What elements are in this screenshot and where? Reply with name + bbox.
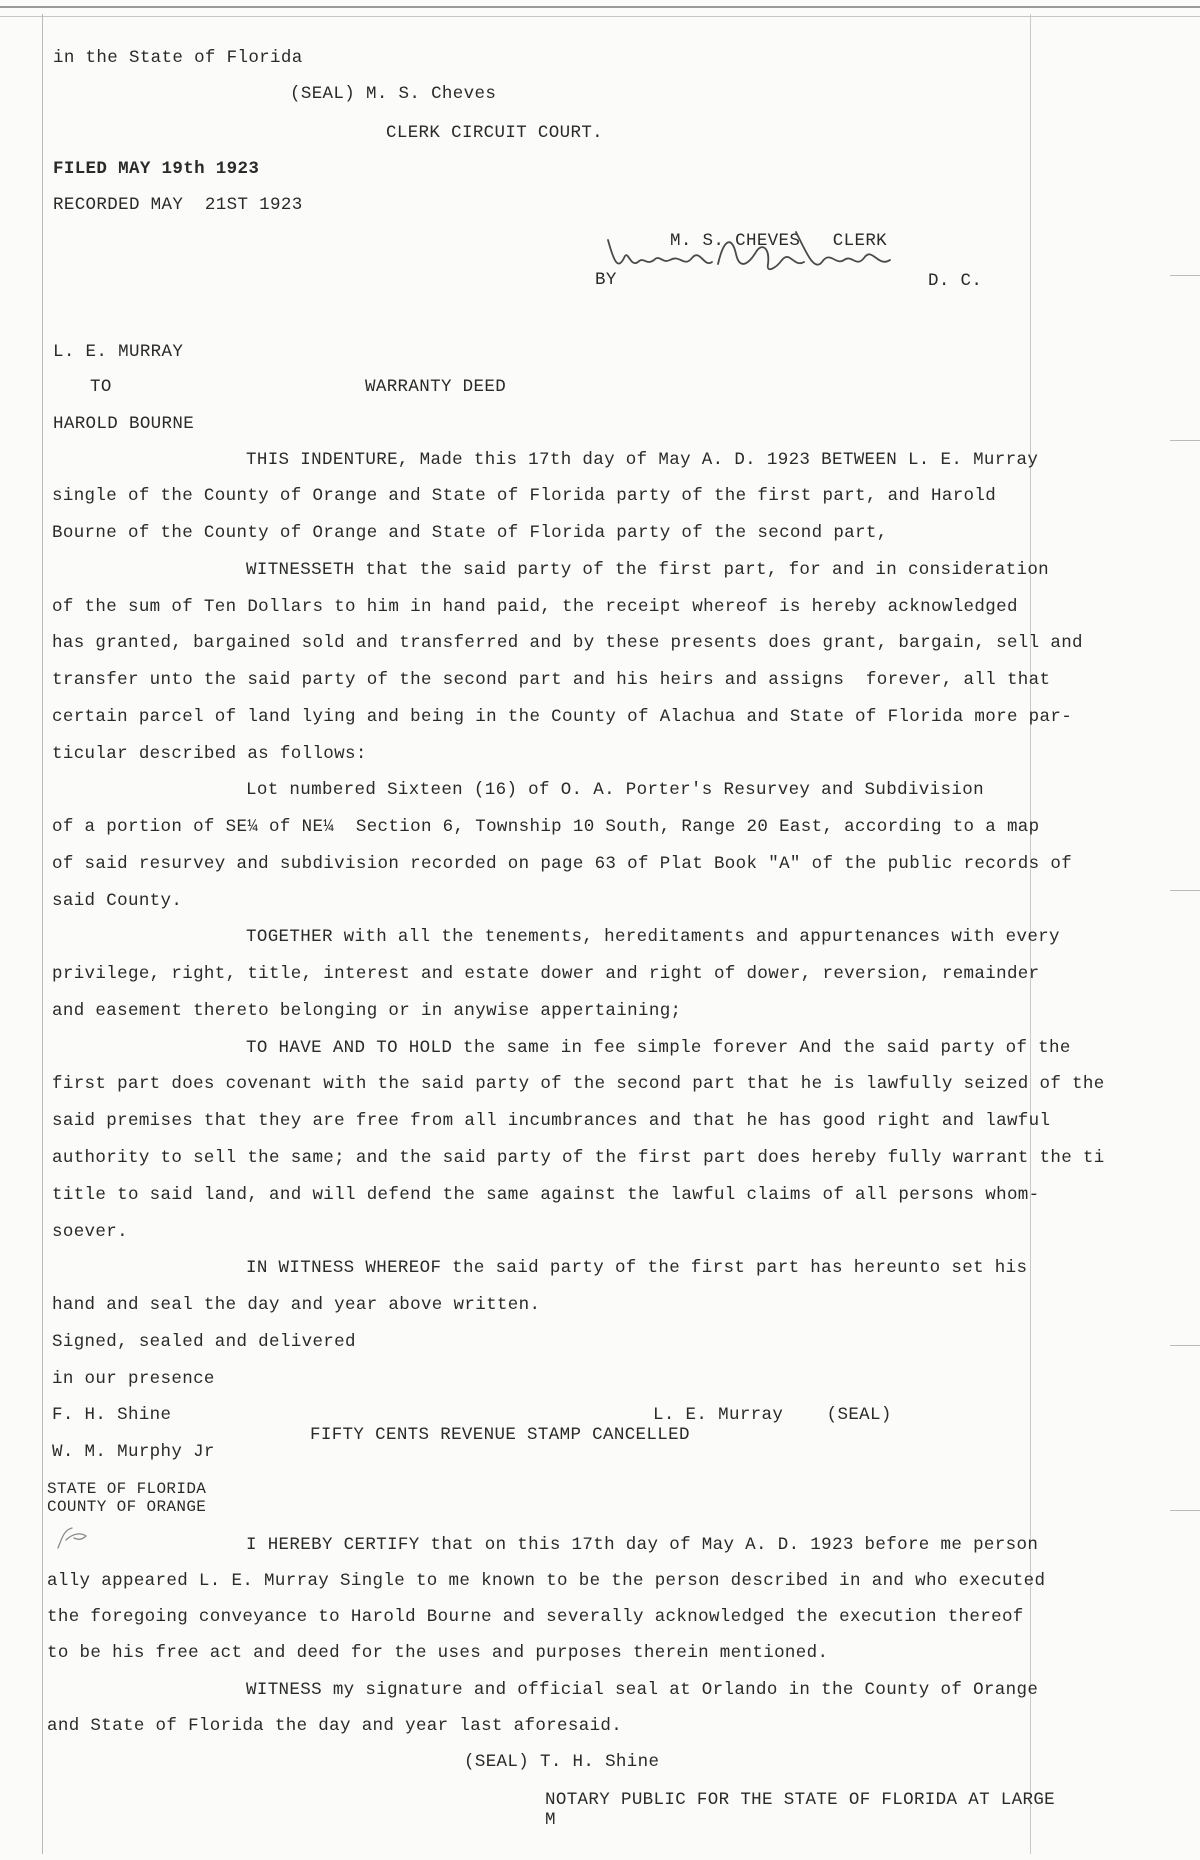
deed-text-line: has granted, bargained sold and transferred and by these presents does grant, bargain, sell and bbox=[52, 633, 1083, 653]
presence-line: in our presence bbox=[52, 1369, 215, 1389]
deed-text-line: Bourne of the County of Orange and State of Florida party of the second part, bbox=[52, 523, 888, 543]
edge-mark bbox=[1170, 440, 1200, 441]
edge-mark bbox=[1170, 890, 1200, 891]
document-title: WARRANTY DEED bbox=[365, 377, 507, 397]
grantee-name: HAROLD BOURNE bbox=[53, 414, 195, 434]
deed-text-line: authority to sell the same; and the said party of the first part does hereby fully warrant the ti bbox=[52, 1148, 1105, 1168]
clerk-seal-signature: (SEAL) M. S. Cheves bbox=[290, 84, 497, 104]
acknowledgement-line: and State of Florida the day and year last aforesaid. bbox=[47, 1716, 623, 1736]
deed-text-line: TOGETHER with all the tenements, hereditaments and appurtenances with every bbox=[246, 927, 1060, 947]
acknowledgement-line: WITNESS my signature and official seal at Orlando in the County of Orange bbox=[246, 1680, 1039, 1700]
venue-state: STATE OF FLORIDA bbox=[47, 1480, 207, 1498]
deputy-clerk-signature bbox=[600, 228, 910, 282]
deed-text-line: of the sum of Ten Dollars to him in hand paid, the receipt whereof is hereby acknowledged bbox=[52, 597, 1018, 617]
filed-date: FILED MAY 19th 1923 bbox=[53, 159, 260, 179]
recorded-date: RECORDED MAY 21ST 1923 bbox=[53, 195, 303, 215]
deed-text-line: hand and seal the day and year above written. bbox=[52, 1295, 541, 1315]
deed-text-line: transfer unto the said party of the second part and his heirs and assigns forever, all that bbox=[52, 670, 1051, 690]
to-label: TO bbox=[90, 377, 112, 397]
acknowledgement-line: the foregoing conveyance to Harold Bourne and severally acknowledged the execution thereof bbox=[47, 1607, 1024, 1627]
notary-initial: M bbox=[545, 1810, 556, 1830]
deed-text-line: said County. bbox=[52, 891, 183, 911]
witness-two: W. M. Murphy Jr bbox=[52, 1442, 215, 1462]
deed-text-line: said premises that they are free from all incumbrances and that he has good right and lawful bbox=[52, 1111, 1051, 1131]
deed-text-line: of said resurvey and subdivision recorded on page 63 of Plat Book "A" of the public records of bbox=[52, 854, 1073, 874]
state-line: in the State of Florida bbox=[53, 48, 303, 68]
edge-mark bbox=[1170, 1510, 1200, 1511]
acknowledgement-line: I HEREBY CERTIFY that on this 17th day of May A. D. 1923 before me person bbox=[246, 1535, 1039, 1555]
deed-text-line: soever. bbox=[52, 1222, 128, 1242]
grantor-name: L. E. MURRAY bbox=[53, 342, 184, 362]
deed-text-line: and easement thereto belonging or in anywise appertaining; bbox=[52, 1001, 682, 1021]
deed-text-line: TO HAVE AND TO HOLD the same in fee simple forever And the said party of the bbox=[246, 1038, 1071, 1058]
by-label: BY bbox=[595, 270, 617, 290]
acknowledgement-line: to be his free act and deed for the uses and purposes therein mentioned. bbox=[47, 1643, 829, 1663]
signed-sealed-line: Signed, sealed and delivered bbox=[52, 1332, 356, 1352]
revenue-stamp-note: FIFTY CENTS REVENUE STAMP CANCELLED bbox=[310, 1425, 690, 1445]
handwritten-mark bbox=[52, 1522, 92, 1552]
deed-text-line: certain parcel of land lying and being in the County of Alachua and State of Florida more par- bbox=[52, 707, 1073, 727]
notary-seal-signature: (SEAL) T. H. Shine bbox=[464, 1752, 660, 1772]
deed-text-line: WITNESSETH that the said party of the first part, for and in consideration bbox=[246, 560, 1050, 580]
deed-text-line: THIS INDENTURE, Made this 17th day of May A. D. 1923 BETWEEN L. E. Murray bbox=[246, 450, 1039, 470]
deed-text-line: first part does covenant with the said party of the second part that he is lawfully seized of the bbox=[52, 1074, 1105, 1094]
deed-text-line: Lot numbered Sixteen (16) of O. A. Porter's Resurvey and Subdivision bbox=[246, 780, 984, 800]
deed-text-line: title to said land, and will defend the same against the lawful claims of all persons whom- bbox=[52, 1185, 1040, 1205]
deputy-clerk-label: D. C. bbox=[928, 271, 983, 291]
venue-county: COUNTY OF ORANGE bbox=[47, 1498, 207, 1516]
deed-text-line: single of the County of Orange and State of Florida party of the first part, and Harold bbox=[52, 486, 997, 506]
edge-mark bbox=[1170, 1345, 1200, 1346]
top-border-rule bbox=[0, 6, 1200, 17]
notary-title: NOTARY PUBLIC FOR THE STATE OF FLORIDA AT LARGE bbox=[545, 1790, 1056, 1810]
witness-one: F. H. Shine bbox=[52, 1405, 172, 1425]
clerk-name: M. S. CHEVES CLERK bbox=[670, 231, 888, 251]
deed-text-line: IN WITNESS WHEREOF the said party of the first part has hereunto set his bbox=[246, 1258, 1028, 1278]
clerk-title: CLERK CIRCUIT COURT. bbox=[386, 123, 604, 143]
acknowledgement-line: ally appeared L. E. Murray Single to me known to be the person described in and who executed bbox=[47, 1571, 1046, 1591]
grantor-signature: L. E. Murray (SEAL) bbox=[653, 1405, 892, 1425]
deed-text-line: privilege, right, title, interest and estate dower and right of dower, reversion, remainder bbox=[52, 964, 1040, 984]
edge-mark bbox=[1170, 275, 1200, 276]
deed-text-line: of a portion of SE¼ of NE¼ Section 6, Township 10 South, Range 20 East, according to a map bbox=[52, 817, 1040, 837]
deed-text-line: ticular described as follows: bbox=[52, 744, 367, 764]
left-margin-line bbox=[42, 14, 43, 1854]
